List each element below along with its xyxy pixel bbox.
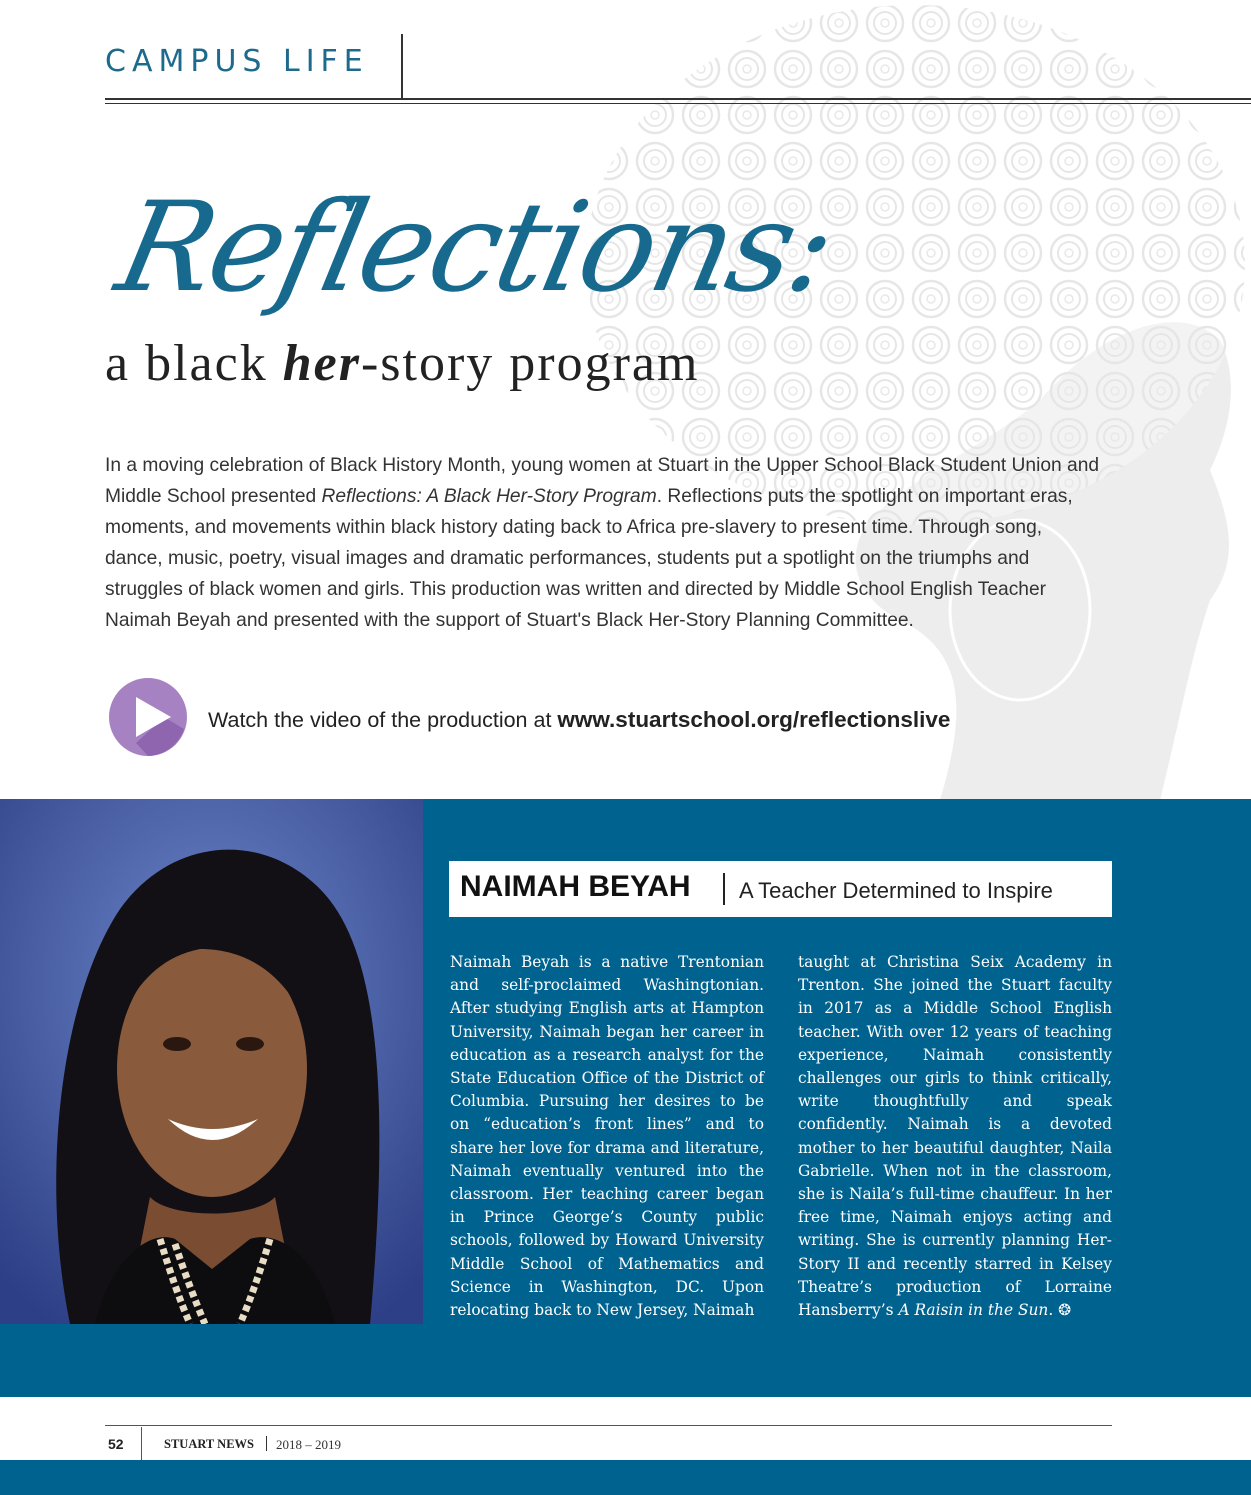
section-label: CAMPUS LIFE: [105, 44, 369, 79]
play-icon[interactable]: [108, 677, 188, 757]
bio-text-end: .: [1048, 1301, 1054, 1320]
bio-text: taught at Christina Seix Academy in Trenton. She joined the Stuart faculty in 2017 as a Middle School English teacher. With over 12 years of teaching experience, Naimah consistently challenges our girls to think critically, write thoughtfully and speak confidently. Naimah is a devoted mother to her beautiful daughter, Naila Gabrielle. When not in the classroom, she is Naila’s full-time chauffeur. In her free time, Naimah enjoys acting and writing. She is currently planning Her-Story II and recently starred in Kelsey Theatre’s production of Lorraine Hansberry’s: [798, 953, 1112, 1320]
profile-header-divider: [723, 873, 725, 905]
page-subtitle: [105, 334, 699, 393]
footer-rule: [105, 1425, 1112, 1426]
header-rule: [105, 98, 1251, 100]
bio-column-1: Naimah Beyah is a native Trentonian and self-proclaimed Washingtonian. After studying English arts at Hampton University, Naimah began her career in education as a research analyst for the State Education Office of the District of Columbia. Pursuing her desires to be on “education’s front lines” and to share her love for drama and literature, Naimah eventually ventured into the classroom. Her teaching career began in Prince George’s County public schools, followed by Howard University Middle School of Mathematics and Science in Washington, DC. Upon relocating back to New Jersey, Naimah: [450, 953, 764, 1320]
intro-paragraph: [105, 450, 1105, 636]
publication-name: STUART NEWS: [164, 1437, 254, 1451]
footer-divider: [141, 1427, 142, 1461]
end-mark-icon: ❂: [1058, 1301, 1072, 1320]
page-title: Reflections:: [106, 176, 846, 320]
bio-column-2: [798, 951, 1112, 1322]
play-title: A Raisin in the Sun: [898, 1301, 1049, 1320]
profile-name: NAIMAH BEYAH: [460, 870, 691, 903]
header-divider: [401, 34, 403, 98]
portrait-photo: [0, 799, 423, 1324]
video-text: Watch the video of the production at: [208, 708, 558, 732]
bottom-band: [0, 1460, 1251, 1495]
video-callout: [208, 707, 950, 733]
intro-text-1: In a moving celebration of Black History Month, young women at Stuart in the Upper School Black Student Union and Middle School presented: [105, 455, 1100, 507]
subtitle-part-1: a black: [105, 335, 283, 392]
woman-silhouette-graphic: [540, 0, 1251, 800]
header-rule-thin: [105, 103, 1251, 104]
intro-text-2: . Reflections puts the spotlight on important eras, moments, and movements within black history dating back to Africa pre-slavery to present time. Through song, dance, music, poetry, visual images and dramatic performances, students put a spotlight on the triumphs and struggles of black women and girls. This production was written and directed by Middle School English Teacher Naimah Beyah and presented with the support of Stuart's Black Her-Story Planning Committee.: [105, 486, 1073, 631]
profile-tagline: A Teacher Determined to Inspire: [739, 878, 1053, 903]
page-number: 52: [108, 1436, 124, 1452]
program-title: Reflections: A Black Her-Story Program: [321, 486, 657, 507]
publication-year: 2018 – 2019: [276, 1437, 341, 1452]
footer-year-divider: [266, 1436, 267, 1451]
subtitle-part-2: -story program: [360, 335, 700, 392]
video-link[interactable]: www.stuartschool.org/reflectionslive: [557, 707, 951, 732]
subtitle-emphasis: her: [282, 335, 361, 392]
